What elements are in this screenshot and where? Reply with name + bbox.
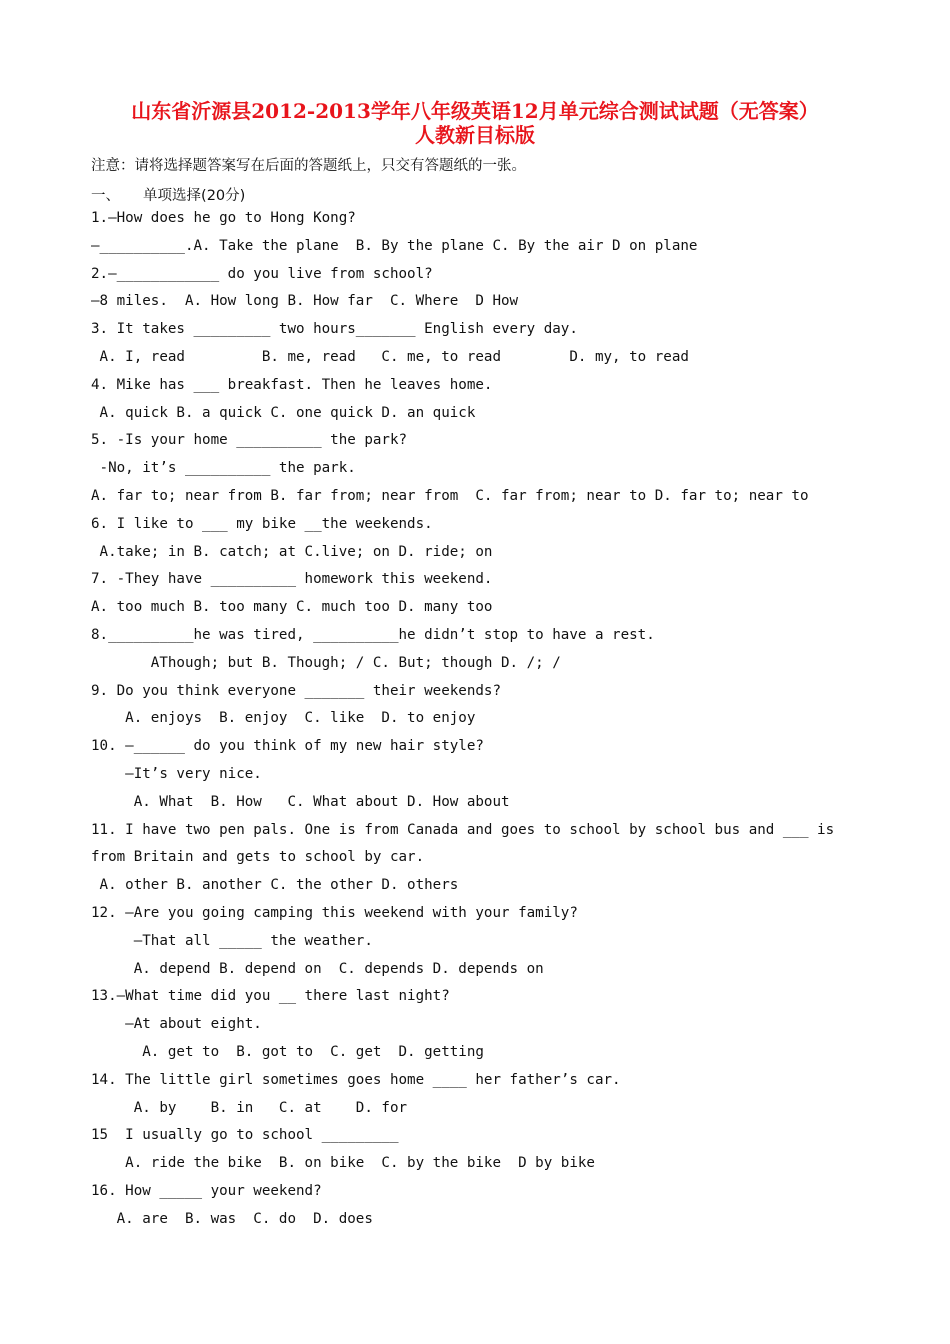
question-line: —8 miles. A. How long B. How far C. Where D How [91, 293, 519, 310]
question-line: A. other B. another C. the other D. others [91, 877, 459, 894]
question-line: 8.__________he was tired, __________he didn’t stop to have a rest. [91, 627, 655, 643]
question-line: 16. How _____ your weekend? [91, 1183, 322, 1199]
question-line: 2.—____________ do you live from school? [91, 265, 433, 282]
question-line: 14. The little girl sometimes goes home ____ her father’s car. [91, 1071, 621, 1088]
section-heading: 一、 单项选择(20分) [91, 188, 246, 204]
question-line: 1.—How does he go to Hong Kong? [91, 210, 356, 226]
question-line: A. depend B. depend on C. depends D. depends on [91, 960, 544, 977]
question-line: 6. I like to ___ my bike __the weekends. [91, 515, 433, 532]
question-line: A. I, read B. me, read C. me, to read D. my, to read [91, 349, 689, 365]
question-line: 11. I have two pen pals. One is from Canada and goes to school by school bus and ___ is [91, 821, 835, 838]
question-line: 13.—What time did you __ there last night? [91, 988, 450, 1005]
question-line: —That all _____ the weather. [91, 932, 373, 949]
question-line: 12. —Are you going camping this weekend with your family? [91, 905, 578, 921]
question-line: 4. Mike has ___ breakfast. Then he leaves home. [91, 376, 493, 393]
question-line: A. What B. How C. What about D. How about [91, 793, 510, 810]
question-line: A. get to B. got to C. get D. getting [91, 1044, 484, 1060]
question-line: A. far to; near from B. far from; near from C. far from; near to D. far to; near to [91, 488, 809, 504]
question-line: A. by B. in C. at D. for [91, 1099, 408, 1116]
question-line: A. ride the bike B. on bike C. by the bike D by bike [91, 1155, 595, 1172]
question-line: A. too much B. too many C. much too D. many too [91, 599, 493, 616]
question-line: 7. -They have __________ homework this weekend. [91, 571, 493, 588]
question-line: —It’s very nice. [91, 766, 262, 782]
question-line: from Britain and gets to school by car. [91, 849, 425, 866]
question-line: 10. —______ do you think of my new hair style? [91, 738, 484, 755]
question-line: 15 I usually go to school _________ [91, 1127, 399, 1144]
instruction-note: 注意：请将选择题答案写在后面的答题纸上，只交有答题纸的一张。 [91, 158, 526, 174]
question-line: A. quick B. a quick C. one quick D. an quick [91, 404, 476, 421]
question-line: -No, it’s __________ the park. [91, 460, 356, 477]
question-line: —__________.A. Take the plane B. By the plane C. By the air D on plane [91, 237, 698, 254]
document-title-line2: 人教新目标版 [415, 123, 535, 147]
question-line: 9. Do you think everyone _______ their weekends? [91, 682, 501, 699]
question-line: —At about eight. [91, 1016, 262, 1033]
question-line: AThough; but B. Though; / C. But; though D. /; / [91, 654, 561, 671]
question-line: A. enjoys B. enjoy C. like D. to enjoy [91, 710, 476, 727]
question-line: A. are B. was C. do D. does [91, 1210, 373, 1227]
question-line: 3. It takes _________ two hours_______ English every day. [91, 321, 578, 338]
document-title-line1: 山东省沂源县2012-2013学年八年级英语12月单元综合测试试题（无答案） [131, 99, 819, 123]
question-line: 5. -Is your home __________ the park? [91, 432, 408, 449]
question-line: A.take; in B. catch; at C.live; on D. ride; on [91, 543, 493, 560]
